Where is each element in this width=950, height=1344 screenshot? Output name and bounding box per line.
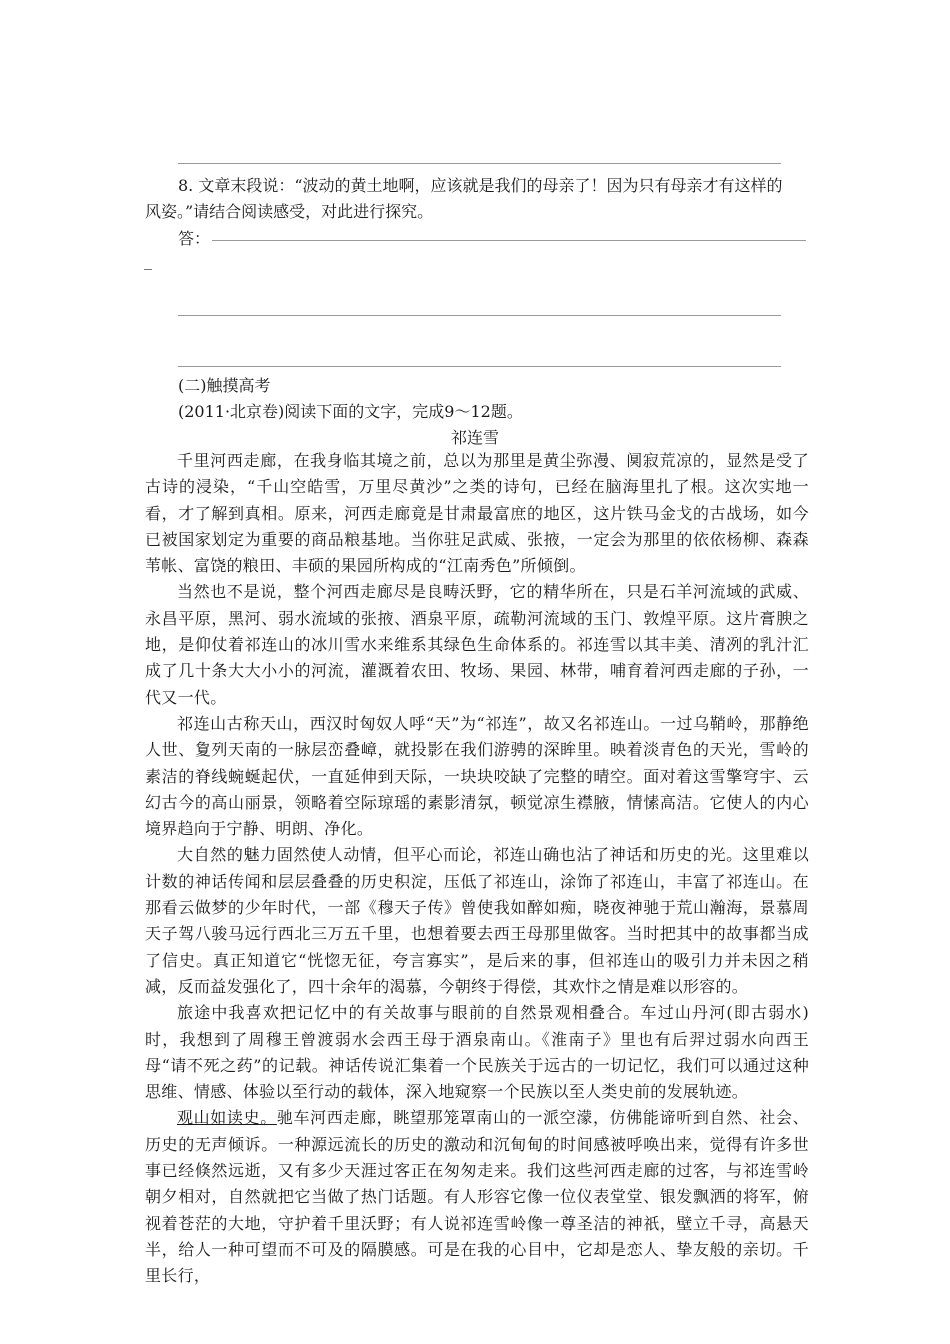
question-8-line1: 8. 文章末段说：“波动的黄土地啊，应该就是我们的母亲了！因为只有母亲才有这样的 bbox=[178, 176, 783, 195]
paragraph-4: 大自然的魅力固然使人动情，但平心而论，祁连山确也沾了神话和历史的光。这里难以计数的神话传闻和层层叠叠的历史积淀，压低了祁连山，涂饰了祁连山，丰富了祁连山。在那看云做梦的少年时代，一部《穆天子传》曾使我如醉如痴，晓夜神驰于荒山瀚海，景慕周天子驾八骏马远行西北三万五千里，也想着要去西王母那里做客。当时把其中的故事都当成了信史。真正知道它“恍惚无征，夸言寡实”，是后来的事，但祁连山的吸引力并未因之稍减，反而益发强化了，四十余年的渴慕，今朝终于得偿，其欢忭之情是难以形容的。 bbox=[145, 845, 809, 996]
paragraph-6 bbox=[145, 1105, 809, 1289]
passage-body bbox=[145, 448, 809, 1290]
answer-dash: _ bbox=[144, 251, 152, 270]
paragraph-5: 旅途中我喜欢把记忆中的有关故事与眼前的自然景观相叠合。车过山丹河(即古弱水)时，我想到了周穆王曾渡弱水会西王母于酒泉南山。《淮南子》里也有后羿过弱水向西王母“请不死之药”的记载。神话传说汇集着一个民族关于远古的一切记忆，我们可以通过这种思维、情感、体验以至行动的载体，深入地窥察一个民族以至人类史前的发展轨迹。 bbox=[145, 1003, 809, 1102]
answer-line bbox=[212, 240, 806, 241]
paragraph-2: 当然也不是说，整个河西走廊尽是良畴沃野，它的精华所在，只是石羊河流域的武威、永昌平原，黑河、弱水流域的张掖、酒泉平原，疏勒河流域的玉门、敦煌平原。这片膏腴之地，是仰仗着祁连山的冰川雪水来维系其绿色生命体系的。祁连雪以其丰美、清冽的乳汁汇成了几十条大大小小的河流，灌溉着农田、牧场、果园、林带，哺育着河西走廊的子孙，一代又一代。 bbox=[145, 582, 809, 707]
paragraph-3: 祁连山古称天山，西汉时匈奴人呼“天”为“祁连”，故又名祁连山。一过乌鞘岭，那静绝人世、夐列天南的一脉层峦叠嶂，就投影在我们游骋的深眸里。映着淡青色的天光，雪岭的素洁的脊线蜿蜒起伏，一直延伸到天际，一块块咬缺了完整的晴空。面对着这雪擎穹宇、云幻古今的高山丽景，领略着空际琼瑶的素影清氛，顿觉凉生襟腋，情愫高洁。它使人的内心境界趋向于宁静、明朗、净化。 bbox=[145, 713, 809, 839]
underlined-sentence: 观山如读史。 bbox=[177, 1108, 277, 1128]
answer-line bbox=[178, 315, 781, 316]
section-heading: (二)触摸高考 bbox=[178, 376, 271, 395]
paragraph-6-rest: 驰车河西走廊，眺望那笼罩南山的一派空濛，仿佛能谛听到自然、社会、历史的无声倾诉。一种源远流长的历史的激动和沉甸甸的时间感被呼唤出来，觉得有许多世事已经倏然远逝，又有多少天涯过客正在匆匆走来。我们这些河西走廊的过客，与祁连雪岭朝夕相对，自然就把它当做了热门话题。有人形容它像一位仪表堂堂、银发飘洒的将军，俯视着苍茫的大地，守护着千里沃野；有人说祁连雪岭像一尊圣洁的神祇，壁立千寻，高悬天半，给人一种可望而不可及的隔膜感。可是在我的心目中，它却是恋人、挚友般的亲切。千里长行， bbox=[145, 1108, 809, 1286]
answer-line bbox=[178, 366, 781, 367]
question-source: (2011·北京卷)阅读下面的文字，完成9～12题。 bbox=[178, 402, 523, 421]
passage-title: 祁连雪 bbox=[450, 428, 499, 447]
question-8-line2: 风姿。”请结合阅读感受，对此进行探究。 bbox=[145, 202, 434, 221]
answer-line bbox=[178, 163, 781, 164]
paragraph-1: 千里河西走廊，在我身临其境之前，总以为那里是黄尘弥漫、阒寂荒凉的，显然是受了古诗的浸染，“千山空皓雪，万里尽黄沙”之类的诗句，已经在脑海里扎了根。这次实地一看，才了解到真相。原来，河西走廊竟是甘肃最富庶的地区，这片铁马金戈的古战场，如今已被国家划定为重要的商品粮基地。当你驻足武威、张掖，一定会为那里的依依杨柳、森森苇帐、富饶的粮田、丰硕的果园所构成的“江南秀色”所倾倒。 bbox=[145, 451, 809, 576]
answer-label: 答： bbox=[178, 229, 211, 248]
